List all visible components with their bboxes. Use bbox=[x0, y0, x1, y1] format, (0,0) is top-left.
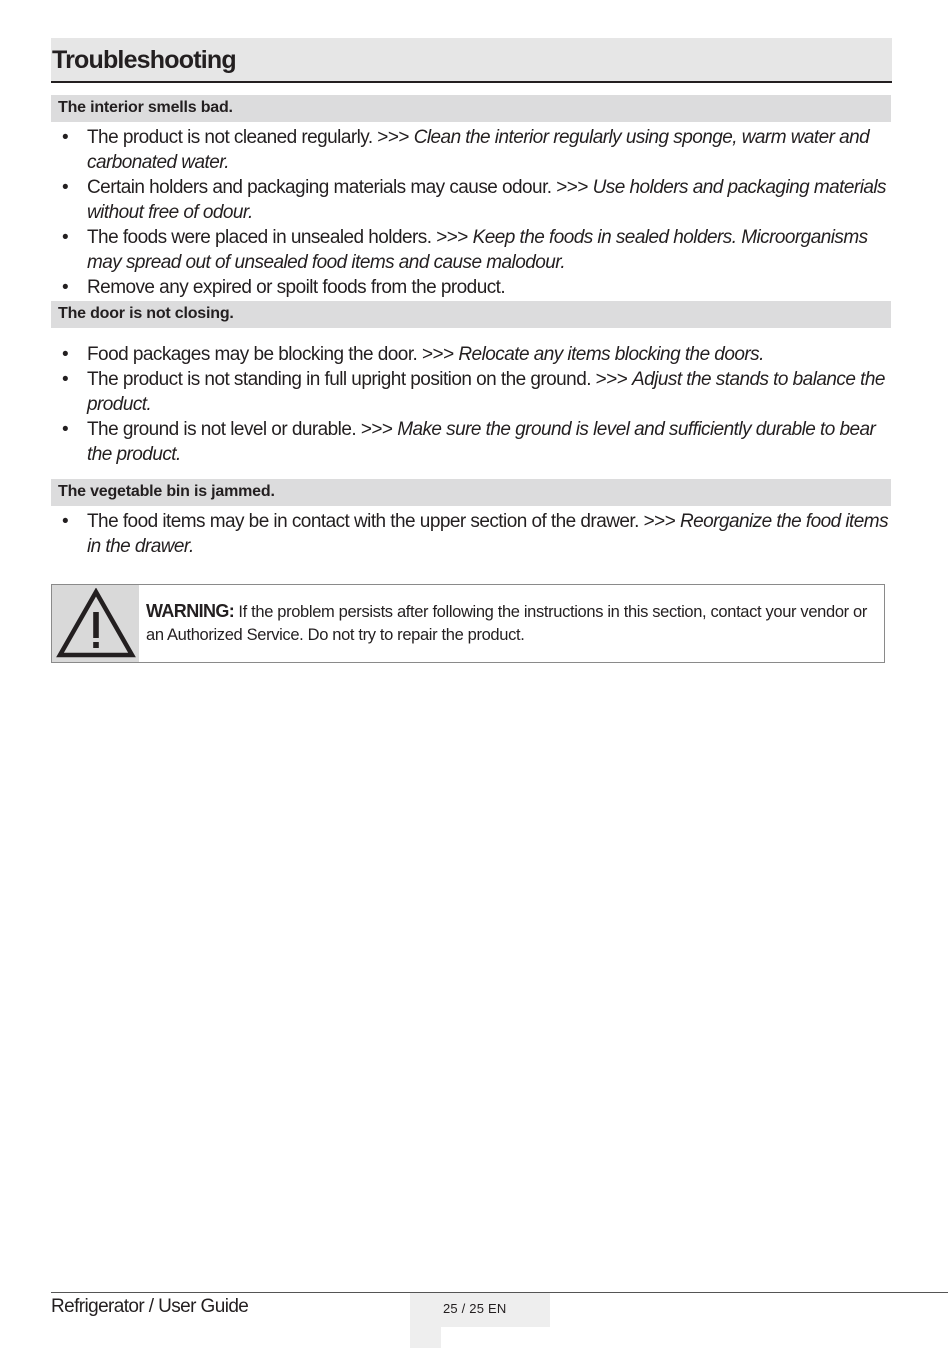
bullet-icon: • bbox=[61, 419, 69, 440]
list-item bbox=[51, 225, 891, 275]
warning-icon-cell bbox=[52, 585, 139, 662]
section-heading-vegetable-bin-jammed bbox=[51, 479, 891, 506]
list-item bbox=[51, 175, 891, 225]
problem-text: Certain holders and packaging materials may cause odour. >>> bbox=[87, 177, 593, 198]
section-heading-interior-smell bbox=[51, 95, 891, 122]
section-heading-text: The vegetable bin is jammed. bbox=[58, 483, 275, 500]
list-item bbox=[51, 275, 891, 300]
list-item bbox=[51, 367, 891, 417]
bullet-icon: • bbox=[61, 344, 69, 365]
problem-text: The product is not cleaned regularly. >>> bbox=[87, 127, 414, 148]
bullet-icon: • bbox=[61, 511, 69, 532]
list-item bbox=[51, 417, 891, 467]
page-title: Troubleshooting bbox=[52, 46, 236, 74]
section-heading-door-not-closing bbox=[51, 301, 891, 328]
problem-text: Remove any expired or spoilt foods from the product. bbox=[87, 277, 506, 298]
problem-text: The foods were placed in unsealed holders. >>> bbox=[87, 227, 473, 248]
warning-message bbox=[146, 600, 886, 647]
list-item bbox=[51, 509, 891, 559]
solution-text: Adjust the stands to balance the product. bbox=[87, 369, 885, 415]
footer-doc-title: Refrigerator / User Guide bbox=[51, 1296, 249, 1317]
problem-text: The ground is not level or durable. >>> bbox=[87, 419, 398, 440]
warning-triangle-icon bbox=[56, 588, 136, 660]
list-item bbox=[51, 342, 891, 367]
list-item bbox=[51, 125, 891, 175]
troubleshooting-list-vegetable-bin bbox=[51, 509, 891, 559]
troubleshooting-list-door-not-closing bbox=[51, 342, 891, 467]
solution-text: Make sure the ground is level and sufficiently durable to bear the product. bbox=[87, 419, 876, 465]
problem-text: The product is not standing in full upright position on the ground. >>> bbox=[87, 369, 633, 390]
solution-text: Keep the foods in sealed holders. Microorganisms may spread out of unsealed food items and cause malodour. bbox=[87, 227, 868, 273]
bullet-icon: • bbox=[61, 227, 69, 248]
section-heading-text: The door is not closing. bbox=[58, 305, 234, 322]
problem-text: The food items may be in contact with the upper section of the drawer. >>> bbox=[87, 511, 680, 532]
warning-label: WARNING: bbox=[146, 601, 235, 621]
solution-text: Relocate any items blocking the doors. bbox=[458, 344, 764, 365]
troubleshooting-list-interior-smell bbox=[51, 125, 891, 300]
bullet-icon: • bbox=[61, 277, 69, 298]
bullet-icon: • bbox=[61, 177, 69, 198]
page-tab bbox=[410, 1327, 441, 1348]
solution-text: Reorganize the food items in the drawer. bbox=[87, 511, 889, 557]
bullet-icon: • bbox=[61, 127, 69, 148]
page-number-box bbox=[410, 1293, 550, 1327]
solution-text: Clean the interior regularly using sponge, warm water and carbonated water. bbox=[87, 127, 870, 173]
solution-text: Use holders and packaging materials without free of odour. bbox=[87, 177, 887, 223]
warning-box bbox=[51, 584, 885, 663]
problem-text: Food packages may be blocking the door. >>> bbox=[87, 344, 459, 365]
warning-body: If the problem persists after following the instructions in this section, contact your vendor or an Authorized Service. Do not try to repair the product. bbox=[146, 603, 867, 644]
section-heading-text: The interior smells bad. bbox=[58, 99, 233, 116]
bullet-icon: • bbox=[61, 369, 69, 390]
page-title-bar bbox=[51, 38, 892, 83]
page-number: 25 / 25 EN bbox=[443, 1301, 507, 1316]
